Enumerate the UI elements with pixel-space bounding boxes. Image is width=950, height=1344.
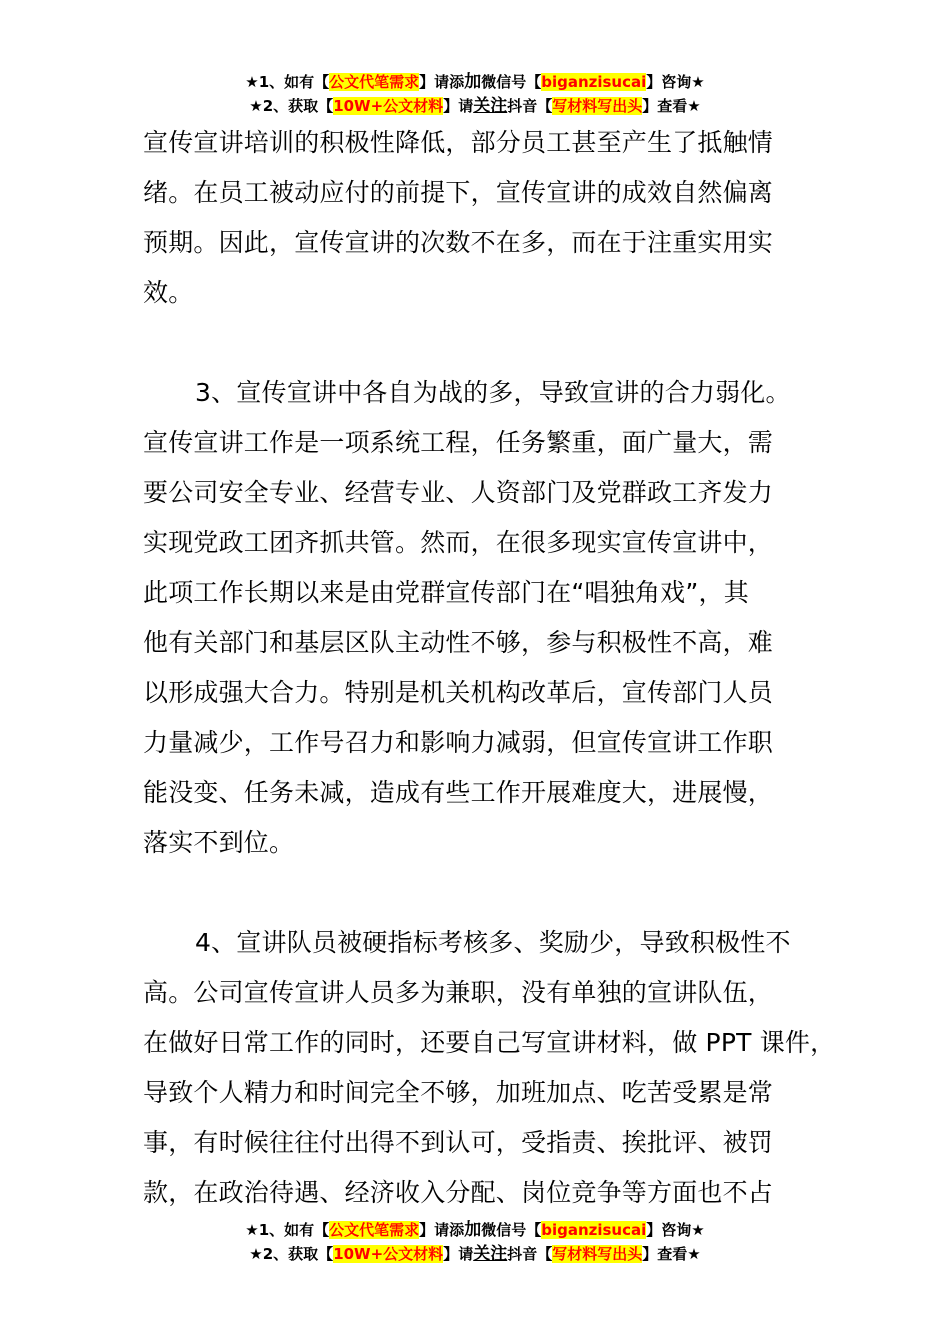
text-line: 高。公司宣传宣讲人员多为兼职，没有单独的宣讲队伍， (143, 978, 774, 1007)
paragraph-2 (143, 368, 833, 868)
header-banner (0, 70, 950, 118)
banner-text: 】请 (443, 1245, 474, 1263)
text-line: 绪。在员工被动应付的前提下，宣传宣讲的成效自然偏离 (143, 178, 774, 207)
banner-text: 抖音【 (507, 1245, 553, 1263)
banner-text: ★1、如有【 (245, 1221, 330, 1239)
banner-text: 】咨询★ (646, 73, 705, 91)
banner-text: 】咨询★ (646, 1221, 705, 1239)
text-line: 预期。因此，宣传宣讲的次数不在多，而在于注重实用实 (143, 228, 774, 257)
banner-text-underlined: 关注 (473, 96, 508, 116)
banner-line-2 (0, 94, 950, 118)
banner-text: 】请添 (419, 1221, 465, 1239)
banner-text: 加 (464, 72, 482, 92)
text-line: 款，在政治待遇、经济收入分配、岗位竞争等方面也不占 (143, 1178, 774, 1207)
banner-text: ★2、获取【 (249, 1245, 334, 1263)
text-line: 落实不到位。 (143, 828, 295, 857)
text-line: 要公司安全专业、经营专业、人资部门及党群政工齐发力 (143, 478, 774, 507)
banner-text: 】请添 (419, 73, 465, 91)
banner-text: 抖音【 (507, 97, 553, 115)
banner-text: ★2、获取【 (249, 97, 334, 115)
document-body (143, 118, 836, 1218)
text-line: 能没变、任务未减，造成有些工作开展难度大，进展慢， (143, 778, 774, 807)
text-line: 以形成强大合力。特别是机关机构改革后，宣传部门人员 (143, 678, 774, 707)
text-line: 实现党政工团齐抓共管。然而，在很多现实宣传宣讲中， (143, 528, 774, 557)
text-line: 事，有时候往往付出得不到认可，受指责、挨批评、被罚 (143, 1128, 774, 1157)
text-line: 宣传宣讲培训的积极性降低，部分员工甚至产生了抵触情 (143, 128, 774, 157)
paragraph-3 (143, 918, 836, 1218)
paragraph-heading: 3、宣传宣讲中各自为战的多，导致宣讲的合力弱化。 (195, 378, 791, 407)
text-line: 导致个人精力和时间完全不够，加班加点、吃苦受累是常 (143, 1078, 774, 1107)
banner-text: 微信号【 (481, 1221, 542, 1239)
banner-text: 微信号【 (481, 73, 542, 91)
paragraph-1 (143, 118, 833, 318)
banner-highlight-douyin: 写材料写出头 (552, 97, 643, 115)
banner-text-underlined: 关注 (473, 1244, 508, 1264)
paragraph-heading: 4、宣讲队员被硬指标考核多、奖励少，导致积极性不 (195, 928, 791, 957)
text-line: 宣传宣讲工作是一项系统工程，任务繁重，面广量大，需 (143, 428, 774, 457)
text-line: 此项工作长期以来是由党群宣传部门在“唱独角戏”，其 (143, 578, 749, 607)
banner-highlight-douyin: 写材料写出头 (552, 1245, 643, 1263)
banner-text: 】查看★ (642, 97, 701, 115)
banner-text: 】查看★ (642, 1245, 701, 1263)
banner-line-1 (0, 1218, 950, 1242)
banner-highlight-wechat: biganzisucai (541, 1221, 647, 1239)
text-line: 在做好日常工作的同时，还要自己写宣讲材料，做 PPT 课件， (143, 1028, 836, 1057)
banner-text: ★1、如有【 (245, 73, 330, 91)
footer-banner (0, 1218, 950, 1266)
banner-highlight-wechat: biganzisucai (541, 73, 647, 91)
text-line: 效。 (143, 278, 194, 307)
banner-line-1 (0, 70, 950, 94)
banner-highlight-materials: 10W+公文材料 (333, 1245, 444, 1263)
banner-text: 】请 (443, 97, 474, 115)
banner-highlight-service: 公文代笔需求 (329, 1221, 420, 1239)
text-line: 力量减少，工作号召力和影响力减弱，但宣传宣讲工作职 (143, 728, 774, 757)
banner-line-2 (0, 1242, 950, 1266)
text-line: 他有关部门和基层区队主动性不够，参与积极性不高，难 (143, 628, 774, 657)
banner-highlight-materials: 10W+公文材料 (333, 97, 444, 115)
banner-highlight-service: 公文代笔需求 (329, 73, 420, 91)
banner-text: 加 (464, 1220, 482, 1240)
